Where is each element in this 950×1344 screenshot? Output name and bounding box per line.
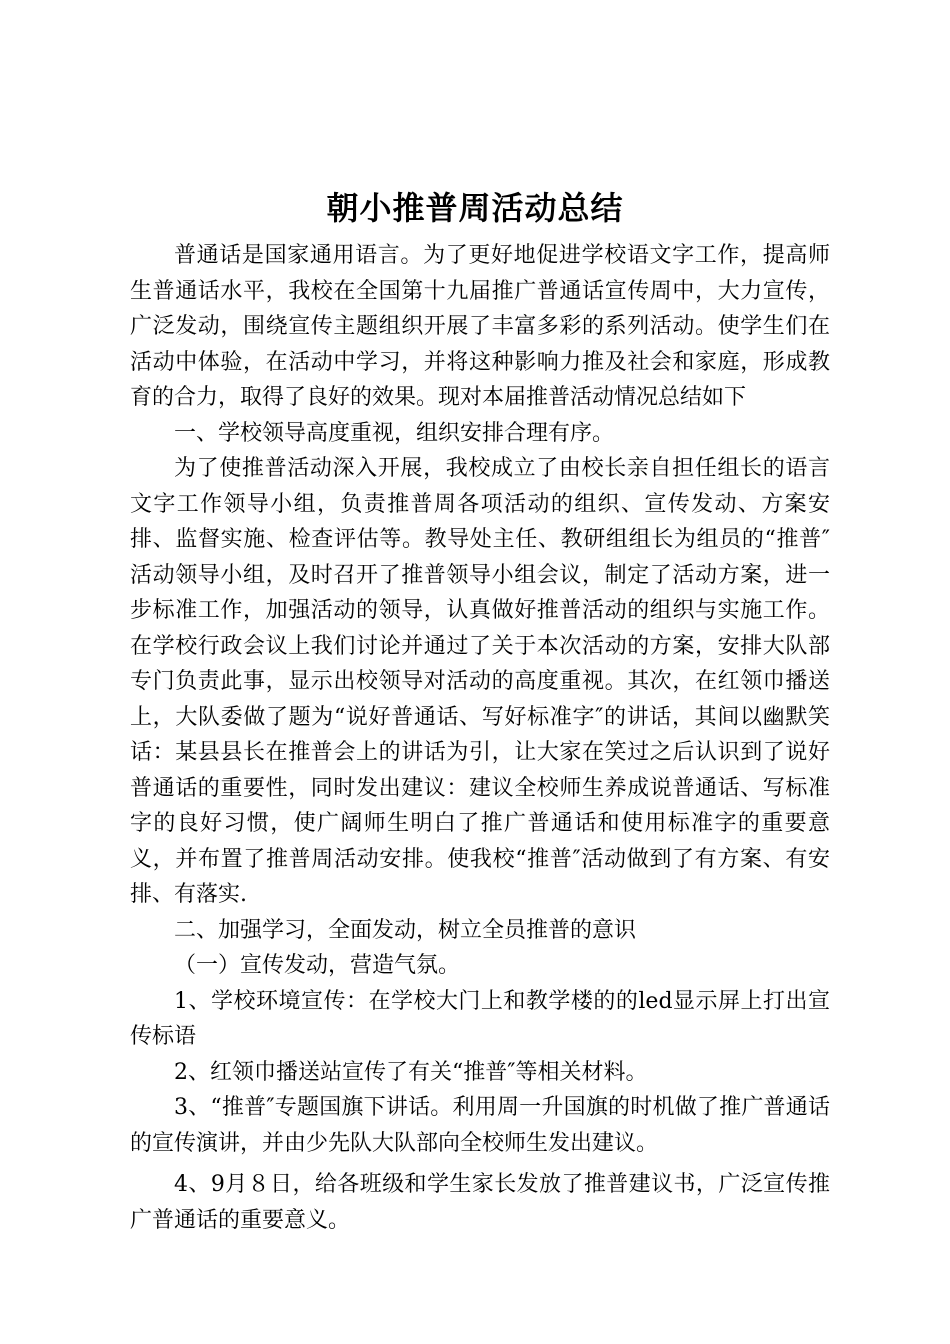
list-item-2: 2、红领巾播送站宣传了有关“推普″等相关材料。 [174,1059,648,1085]
subheading-publicity: （一）宣传发动，营造气氛。 [174,953,461,978]
document-body [130,238,830,1238]
heading-section-1: 一、学校领导高度重视，组织安排合理有序。 [174,420,615,446]
list-item-1: 1、学校环境宣传：在学校大门上和教学楼的的led显示屏上打出宣传标语 [130,988,830,1049]
document-title: 朝小推普周活动总结 [326,189,624,227]
paragraph-section-1: 为了使推普活动深入开展，我校成立了由校长亲自担任组长的语言文字工作领导小组，负责推普周各项活动的组织、宣传发动、方案安排、监督实施、检查评估等。教导处主任、教研组组长为组员的“推普″活动领导小组，及时召开了推普领导小组会议，制定了活动方案，进一步标准工作，加强活动的领导，认真做好推普活动的组织与实施工作。在学校行政会议上我们讨论并通过了关于本次活动的方案，安排大队部专门负责此事，显示出校领导对活动的高度重视。其次，在红领巾播送上，大队委做了题为“说好普通话、写好标准字″的讲话，其间以幽默笑话：某县县长在推普会上的讲话为引，让大家在笑过之后认识到了说好普通话的重要性，同时发出建议：建议全校师生养成说普通话、写标准字的良好习惯，使广阔师生明白了推广普通话和使用标准字的重要意义，并布置了推普周活动安排。使我校“推普″活动做到了有方案、有安排、有落实. [130,456,830,907]
heading-section-2: 二、加强学习，全面发动，树立全员推普的意识 [174,917,637,943]
list-item-4: 4、9月８日，给各班级和学生家长发放了推普建议书，广泛宣传推广普通话的重要意义。 [130,1172,830,1233]
list-item-3: 3、“推普″专题国旗下讲话。利用周一升国旗的时机做了推广普通话的宣传演讲，并由少先队大队部向全校师生发出建议。 [130,1095,830,1156]
paragraph-intro: 普通话是国家通用语言。为了更好地促进学校语文字工作，提高师生普通话水平，我校在全国第十九届推广普通话宣传周中，大力宣传，广泛发动，围绕宣传主题组织开展了丰富多彩的系列活动。使学生们在活动中体验，在活动中学习，并将这种影响力推及社会和家庭，形成教育的合力，取得了良好的效果。现对本届推普活动情况总结如下 [130,243,830,410]
